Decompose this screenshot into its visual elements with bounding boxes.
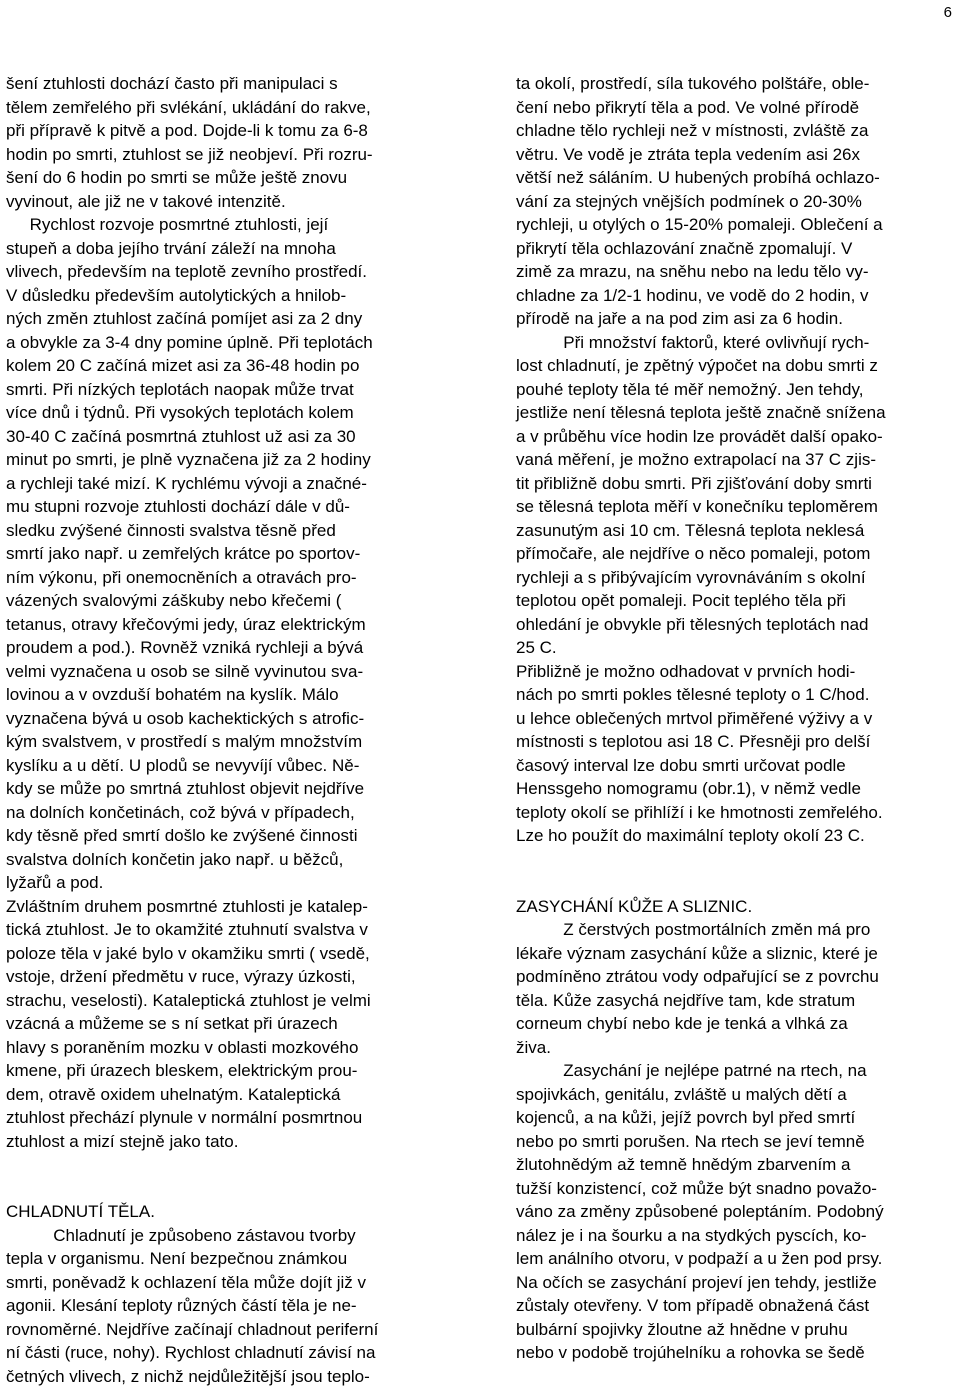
- text-line: mu stupni rozvoje ztuhlosti dochází dále v dů-: [6, 495, 447, 519]
- text-line: šení do 6 hodin po smrti se může ještě znovu: [6, 166, 447, 190]
- text-line: tická ztuhlost. Je to okamžité ztuhnutí svalstva v: [6, 918, 447, 942]
- spacer: [516, 871, 957, 895]
- text-line: nebo v podobě trojúhelníku a rohovka se šedě: [516, 1341, 957, 1365]
- right-column: [516, 72, 957, 1365]
- text-line: ní části (ruce, nohy). Rychlost chladnutí závisí na: [6, 1341, 447, 1365]
- text-line: váno za změny způsobené poleptáním. Podobný: [516, 1200, 957, 1224]
- text-line: četných vlivech, z nichž nejdůležitější jsou teplo-: [6, 1365, 447, 1388]
- text-line: hlavy s poraněním mozku v oblasti mozkového: [6, 1036, 447, 1060]
- text-line: vázených svalovými záškuby nebo křečemi (: [6, 589, 447, 613]
- text-line: smrtí jako např. u zemřelých krátce po sportov-: [6, 542, 447, 566]
- text-line: vaná měření, je možno extrapolací na 37 C zjis-: [516, 448, 957, 472]
- text-line: sledku zvýšené činnosti svalstva těsně před: [6, 519, 447, 543]
- text-line: místnosti s teplotou asi 18 C. Přesněji pro delší: [516, 730, 957, 754]
- text-line: lovinou a v ovzduší bohatém na kyslík. Málo: [6, 683, 447, 707]
- text-line: žlutohnědým až temně hnědým zbarvením a: [516, 1153, 957, 1177]
- text-line: kmene, při úrazech bleskem, elektrickým prou-: [6, 1059, 447, 1083]
- text-line: tužší konzistencí, což může být snadno považo-: [516, 1177, 957, 1201]
- text-line: velmi vyznačena u osob se silně vyvinutou sva-: [6, 660, 447, 684]
- text-line: bulbární spojivky žloutne až hnědne v pruhu: [516, 1318, 957, 1342]
- text-line: vzácná a můžeme se s ní setkat při úrazech: [6, 1012, 447, 1036]
- text-line: pouhé teploty těla té měř nemožný. Jen tehdy,: [516, 378, 957, 402]
- text-line: šení ztuhlosti dochází často při manipulaci s: [6, 72, 447, 96]
- text-line: těla. Kůže zasychá nejdříve tam, kde stratum: [516, 989, 957, 1013]
- text-line: Na očích se zasychání projeví jen tehdy, jestliže: [516, 1271, 957, 1295]
- section-heading-chladnuti: CHLADNUTÍ TĚLA.: [6, 1200, 447, 1224]
- text-line: chladne tělo rychleji než v místnosti, zvláště za: [516, 119, 957, 143]
- text-line: časový interval lze dobu smrti určovat podle: [516, 754, 957, 778]
- text-line: rovnoměrné. Nejdříve začínají chladnout periferní: [6, 1318, 447, 1342]
- text-line: nách po smrti pokles tělesné teploty o 1 C/hod.: [516, 683, 957, 707]
- text-line: 25 C.: [516, 636, 957, 660]
- text-line: ohledání je obvykle při tělesných teplotách nad: [516, 613, 957, 637]
- text-line: smrti, poněvadž k ochlazení těla může dojít již v: [6, 1271, 447, 1295]
- text-line: zimě za mrazu, na sněhu nebo na ledu tělo vy-: [516, 260, 957, 284]
- text-line: rychleji a s přibývajícím vyrovnáváním s okolní: [516, 566, 957, 590]
- text-line: Zvláštním druhem posmrtné ztuhlosti je katalep-: [6, 895, 447, 919]
- text-line: tit přibližně dobu smrti. Při zjišťování doby smrti: [516, 472, 957, 496]
- text-line: 30-40 C začíná posmrtná ztuhlost už asi za 30: [6, 425, 447, 449]
- text-line: kým svalstvem, v prostředí s malým množstvím: [6, 730, 447, 754]
- text-line: ta okolí, prostředí, síla tukového polštáře, oble-: [516, 72, 957, 96]
- text-line: Rychlost rozvoje posmrtné ztuhlosti, její: [6, 213, 447, 237]
- right-column-body-2: [516, 918, 957, 1365]
- text-line: dem, otravě oxidem uhelnatým. Kataleptická: [6, 1083, 447, 1107]
- text-line: živa.: [516, 1036, 957, 1060]
- section-heading-zasychani: ZASYCHÁNÍ KŮŽE A SLIZNIC.: [516, 895, 957, 919]
- text-line: agonii. Klesání teploty různých částí těla je ne-: [6, 1294, 447, 1318]
- text-line: ztuhlost přechází plynule v normální posmrtnou: [6, 1106, 447, 1130]
- text-line: lyžařů a pod.: [6, 871, 447, 895]
- text-line: Přibližně je možno odhadovat v prvních hodi-: [516, 660, 957, 684]
- text-line: Z čerstvých postmortálních změn má pro: [516, 918, 957, 942]
- text-line: kyslíku a u dětí. U plodů se nevyvíjí vůbec. Ně-: [6, 754, 447, 778]
- text-line: a obvykle za 3-4 dny pomine úplně. Při teplotách: [6, 331, 447, 355]
- text-line: při přípravě k pitvě a pod. Dojde-li k tomu za 6-8: [6, 119, 447, 143]
- text-line: teplotou opět pomaleji. Pocit teplého těla při: [516, 589, 957, 613]
- page-number: 6: [944, 4, 952, 22]
- text-line: přikrytí těla ochlazování značně zpomalují. V: [516, 237, 957, 261]
- text-line: minut po smrti, je plně vyznačena již za 2 hodiny: [6, 448, 447, 472]
- text-line: u lehce oblečených mrtvol přiměřené výživy a v: [516, 707, 957, 731]
- text-line: Henssgeho nomogramu (obr.1), v němž vedle: [516, 777, 957, 801]
- text-line: strachu, veselosti). Kataleptická ztuhlost je velmi: [6, 989, 447, 1013]
- text-line: hodin po smrti, ztuhlost se již neobjeví. Při rozru-: [6, 143, 447, 167]
- text-line: přírodě na jaře a na pod zim asi za 6 hodin.: [516, 307, 957, 331]
- text-line: se tělesná teplota měří v konečníku teploměrem: [516, 495, 957, 519]
- text-line: Zasychání je nejlépe patrné na rtech, na: [516, 1059, 957, 1083]
- right-column-body: [516, 72, 957, 848]
- text-line: nebo po smrti porušen. Na rtech se jeví temně: [516, 1130, 957, 1154]
- text-line: kdy těsně před smrtí došlo ke zvýšené činnosti: [6, 824, 447, 848]
- text-line: přímočaře, ale nejdříve o něco pomaleji, potom: [516, 542, 957, 566]
- text-line: na dolních končetinách, což bývá v případech,: [6, 801, 447, 825]
- text-line: vstoje, držení předmětu v ruce, výrazy úzkosti,: [6, 965, 447, 989]
- text-line: lost chladnutí, je zpětný výpočet na dobu smrti z: [516, 354, 957, 378]
- spacer: [6, 1153, 447, 1177]
- text-line: vlivech, především na teplotě zevního prostředí.: [6, 260, 447, 284]
- text-line: svalstva dolních končetin jako např. u běžců,: [6, 848, 447, 872]
- spacer: [516, 848, 957, 872]
- text-line: nález je i na šourku a na stydkých pyscích, ko-: [516, 1224, 957, 1248]
- text-line: proudem a pod.). Rovněž vzniká rychleji a bývá: [6, 636, 447, 660]
- text-line: Lze ho použít do maximální teploty okolí 23 C.: [516, 824, 957, 848]
- text-line: rychleji, u otylých o 15-20% pomaleji. Oblečení a: [516, 213, 957, 237]
- text-line: čení nebo přikrytí těla a pod. Ve volné přírodě: [516, 96, 957, 120]
- text-line: větru. Ve vodě je ztráta tepla vedením asi 26x: [516, 143, 957, 167]
- text-line: tepla v organismu. Není bezpečnou známkou: [6, 1247, 447, 1271]
- text-line: a rychleji také mizí. K rychlému vývoji a značné-: [6, 472, 447, 496]
- text-line: vání za stejných vnějších podmínek o 20-30%: [516, 190, 957, 214]
- text-line: kolem 20 C začíná mizet asi za 36-48 hodin po: [6, 354, 447, 378]
- text-line: poloze těla v jaké bylo v okamžiku smrti ( vsedě,: [6, 942, 447, 966]
- text-line: tetanus, otravy křečovými jedy, úraz elektrickým: [6, 613, 447, 637]
- text-line: lékaře význam zasychání kůže a sliznic, které je: [516, 942, 957, 966]
- left-column-body: [6, 72, 447, 1153]
- text-line: spojivkách, genitálu, zvláště u malých dětí a: [516, 1083, 957, 1107]
- text-line: smrti. Při nízkých teplotách naopak může trvat: [6, 378, 447, 402]
- text-line: vyznačena bývá u osob kachektických s atrofic-: [6, 707, 447, 731]
- left-column-body-2: [6, 1224, 447, 1388]
- text-line: stupeň a doba jejího trvání záleží na mnoha: [6, 237, 447, 261]
- text-line: větší než sáláním. U hubených probíhá ochlazo-: [516, 166, 957, 190]
- text-line: Chladnutí je způsobeno zástavou tvorby: [6, 1224, 447, 1248]
- text-line: vyvinout, ale již ne v takové intenzitě.: [6, 190, 447, 214]
- text-line: Při množství faktorů, které ovlivňují rych-: [516, 331, 957, 355]
- text-line: lem análního otvoru, v podpaží a u žen pod prsy.: [516, 1247, 957, 1271]
- text-line: a v průběhu více hodin lze provádět další opako-: [516, 425, 957, 449]
- left-column: [6, 72, 447, 1388]
- text-line: chladne za 1/2-1 hodinu, ve vodě do 2 hodin, v: [516, 284, 957, 308]
- text-line: zůstaly otevřeny. V tom případě obnažená část: [516, 1294, 957, 1318]
- text-line: kdy se může po smrtná ztuhlost objevit nejdříve: [6, 777, 447, 801]
- text-line: V důsledku především autolytických a hnilob-: [6, 284, 447, 308]
- text-line: tělem zemřelého při svlékání, ukládání do rakve,: [6, 96, 447, 120]
- text-line: corneum chybí nebo kde je tenká a vlhká za: [516, 1012, 957, 1036]
- text-line: teploty okolí se přihlíží i ke hmotnosti zemřelého.: [516, 801, 957, 825]
- text-line: více dnů i týdnů. Při vysokých teplotách kolem: [6, 401, 447, 425]
- text-line: podmíněno ztrátou vody odpařující se z povrchu: [516, 965, 957, 989]
- text-line: zasunutým asi 10 cm. Tělesná teplota neklesá: [516, 519, 957, 543]
- text-line: jestliže není tělesná teplota ještě značně snížena: [516, 401, 957, 425]
- text-line: kojenců, a na kůži, jejíž povrch byl před smrtí: [516, 1106, 957, 1130]
- spacer: [6, 1177, 447, 1201]
- text-line: ním výkonu, při onemocněních a otravách pro-: [6, 566, 447, 590]
- text-line: ztuhlost a mizí stejně jako tato.: [6, 1130, 447, 1154]
- text-line: ných změn ztuhlost začíná pomíjet asi za 2 dny: [6, 307, 447, 331]
